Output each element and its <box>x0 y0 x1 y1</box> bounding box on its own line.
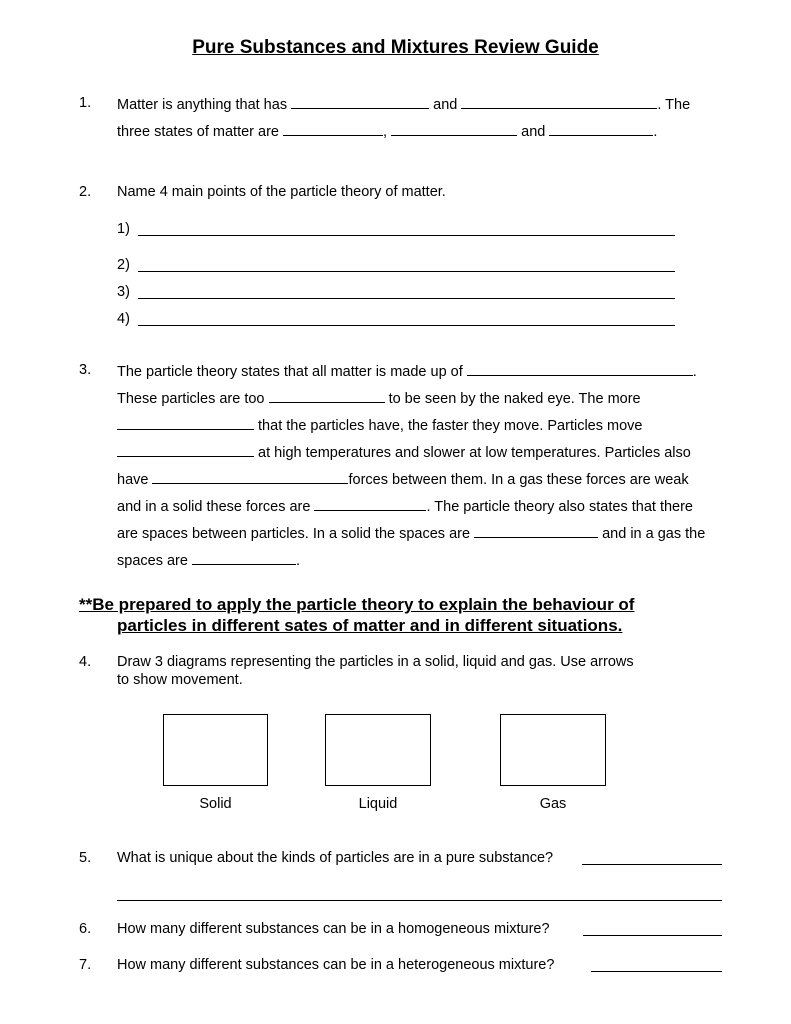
q3-blank-3[interactable] <box>117 417 254 430</box>
q3-text-5a: have <box>117 472 149 488</box>
q3-text-1b: . <box>692 364 697 380</box>
q2-item-1-line[interactable] <box>138 235 675 236</box>
question-3-number: 3. <box>79 362 92 378</box>
q1-blank-4[interactable] <box>391 123 517 136</box>
question-2-number: 2. <box>79 184 92 200</box>
q1-text-b: and <box>433 97 458 113</box>
liquid-diagram-box[interactable] <box>325 714 431 786</box>
q3-line-3 <box>117 417 642 434</box>
q3-blank-8[interactable] <box>192 552 296 565</box>
question-7-number: 7. <box>79 957 92 973</box>
question-5-number: 5. <box>79 850 92 866</box>
q2-item-1-label: 1) <box>117 221 130 237</box>
note-line-1: **Be prepared to apply the particle theory to explain the behaviour of <box>79 595 635 614</box>
q3-text-5b: forces between them. In a gas these forces are weak <box>348 472 689 488</box>
solid-diagram-box[interactable] <box>163 714 268 786</box>
q3-line-1 <box>117 363 697 380</box>
q3-line-7 <box>117 525 705 542</box>
q3-text-2a: These particles are too <box>117 391 265 407</box>
q2-item-3-label: 3) <box>117 284 130 300</box>
question-7-text: How many different substances can be in a heterogeneous mixture? <box>117 957 555 973</box>
q2-item-4-label: 4) <box>117 311 130 327</box>
q1-blank-5[interactable] <box>549 123 653 136</box>
q3-line-8 <box>117 552 300 569</box>
question-4-number: 4. <box>79 654 92 670</box>
q5-answer-line[interactable] <box>117 900 722 901</box>
question-1-line-2 <box>117 123 657 140</box>
question-4-line-2: to show movement. <box>117 672 243 688</box>
q5-blank-1[interactable] <box>582 864 722 865</box>
q2-item-4-line[interactable] <box>138 325 675 326</box>
q3-blank-4[interactable] <box>117 444 254 457</box>
q3-text-8a: spaces are <box>117 553 188 569</box>
q3-blank-2[interactable] <box>269 390 385 403</box>
liquid-label: Liquid <box>358 796 398 812</box>
q1-text-d: three states of matter are <box>117 124 279 140</box>
gas-label: Gas <box>539 796 567 812</box>
question-1-line-1 <box>117 96 690 113</box>
q2-item-2-label: 2) <box>117 257 130 273</box>
question-1-number: 1. <box>79 95 92 111</box>
q1-text-g: . <box>653 124 658 140</box>
question-5-text: What is unique about the kinds of particles are in a pure substance? <box>117 850 554 866</box>
q3-text-7a: are spaces between particles. In a solid the spaces are <box>117 526 471 542</box>
solid-label: Solid <box>199 796 232 812</box>
q3-text-3a: that the particles have, the faster they move. Particles move <box>258 418 643 434</box>
question-4-line-1: Draw 3 diagrams representing the particles in a solid, liquid and gas. Use arrows <box>117 654 634 670</box>
gas-diagram-box[interactable] <box>500 714 606 786</box>
q3-blank-5[interactable] <box>152 471 348 484</box>
page-title: Pure Substances and Mixtures Review Guide <box>192 37 599 58</box>
question-2-text: Name 4 main points of the particle theory of matter. <box>117 184 446 200</box>
q3-blank-7[interactable] <box>474 525 598 538</box>
q3-blank-1[interactable] <box>467 363 693 376</box>
q3-text-8b: . <box>295 553 300 569</box>
question-6-number: 6. <box>79 921 92 937</box>
q1-text-f: and <box>521 124 546 140</box>
q3-text-4a: at high temperatures and slower at low temperatures. Particles also <box>258 445 691 461</box>
q3-text-6a: and in a solid these forces are <box>117 499 311 515</box>
q3-line-6 <box>117 498 693 515</box>
q2-item-2-line[interactable] <box>138 271 675 272</box>
q2-item-3-line[interactable] <box>138 298 675 299</box>
note-line-2: particles in different sates of matter and in different situations. <box>117 616 623 635</box>
q3-line-4 <box>117 444 691 461</box>
q3-text-6b: . The particle theory also states that there <box>426 499 693 515</box>
question-6-text: How many different substances can be in a homogeneous mixture? <box>117 921 550 937</box>
q3-blank-6[interactable] <box>314 498 426 511</box>
q6-answer-line[interactable] <box>583 935 722 936</box>
q3-text-7b: and in a gas the <box>602 526 706 542</box>
q7-answer-line[interactable] <box>591 971 722 972</box>
q1-text-e: , <box>383 124 388 140</box>
q3-text-1a: The particle theory states that all matter is made up of <box>117 364 463 380</box>
q3-line-5 <box>117 471 689 488</box>
q1-blank-3[interactable] <box>283 123 383 136</box>
q1-text-c: . The <box>657 97 691 113</box>
q1-text-a: Matter is anything that has <box>117 97 288 113</box>
q3-line-2 <box>117 390 641 407</box>
q1-blank-2[interactable] <box>461 96 657 109</box>
q3-text-2b: to be seen by the naked eye. The more <box>388 391 641 407</box>
q1-blank-1[interactable] <box>291 96 429 109</box>
